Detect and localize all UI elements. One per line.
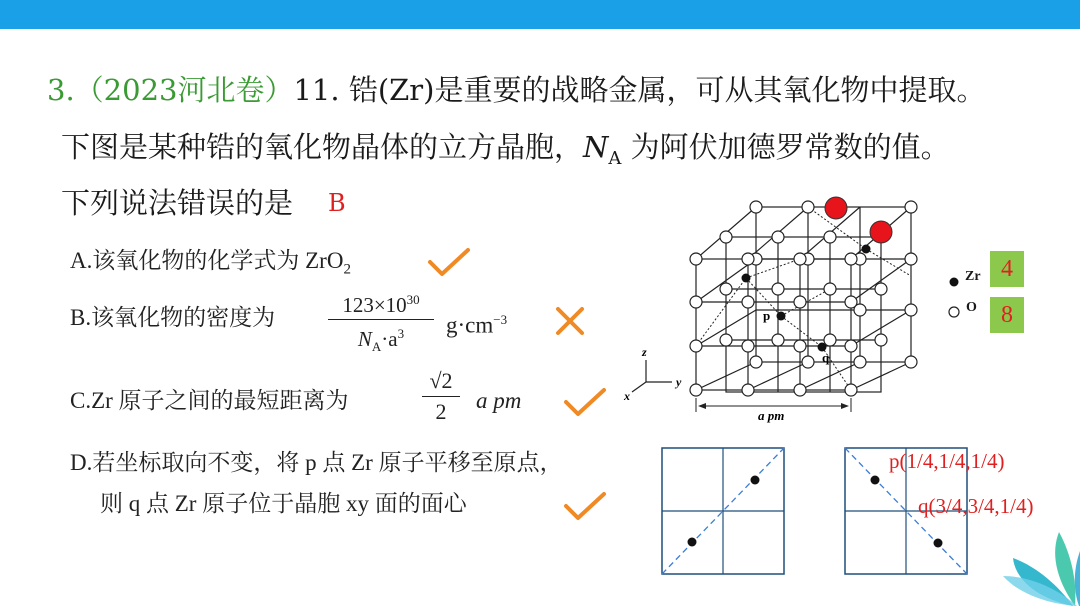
check-icon	[562, 386, 608, 420]
check-icon	[562, 490, 608, 524]
option-a: A.该氧化物的化学式为 ZrO$_2$	[70, 248, 351, 278]
edge-length-label: a pm	[758, 408, 785, 423]
option-b: B.该氧化物的密度为	[70, 305, 276, 330]
question-source: （2023河北卷）	[74, 73, 294, 107]
check-icon	[426, 246, 472, 280]
question-line2: 下图是某种锆的氧化物晶体的立方晶胞，$N_A$ 为阿伏加德罗常数的值。	[61, 130, 950, 169]
option-c: C.Zr 原子之间的最短距离为	[70, 388, 349, 413]
option-b-unit: $g\cdot cm^{-3}$	[446, 312, 508, 338]
option-c-tail: a pm	[476, 388, 522, 413]
q-coordinate-label: q(3/4,3/4,1/4)	[918, 494, 1034, 518]
question-line1: 11. 锆(Zr)是重要的战略金属，可从其氧化物中提取。	[293, 73, 986, 107]
axis-y-label: y	[676, 375, 682, 389]
cross-icon	[555, 306, 585, 336]
projection-square-left	[661, 447, 785, 575]
option-c-fraction: √2 2	[418, 368, 464, 425]
o-legend-dot	[947, 305, 961, 319]
option-b-fraction: $123\times 10^{30}$ $N_A\cdot a^3$	[324, 288, 438, 359]
zr-count-box: 4	[990, 251, 1024, 287]
option-d-line2: 则 q 点 Zr 原子位于晶胞 xy 面的面心	[100, 491, 467, 516]
lotus-logo-icon	[995, 518, 1080, 608]
option-d-line1: D.若坐标取向不变，将 p 点 Zr 原子平移至原点，	[70, 450, 563, 475]
question-header	[47, 73, 985, 107]
legend-zr-label: Zr	[965, 269, 981, 284]
legend-o-label: O	[966, 300, 977, 315]
question-number: 3.	[47, 73, 75, 107]
question-line3: 下列说法错误的是	[61, 186, 294, 220]
point-q-label: q	[822, 350, 830, 365]
crystal-cell-diagram	[620, 190, 930, 430]
axis-x-label: x	[624, 389, 630, 403]
point-p-label: p	[763, 308, 771, 323]
axis-z-label: z	[642, 345, 647, 359]
zr-legend-dot	[948, 276, 960, 288]
p-coordinate-label: p(1/4,1/4,1/4)	[889, 449, 1005, 473]
answer-label: B	[328, 189, 346, 217]
top-banner	[0, 0, 1080, 29]
o-count-box: 8	[990, 297, 1024, 333]
